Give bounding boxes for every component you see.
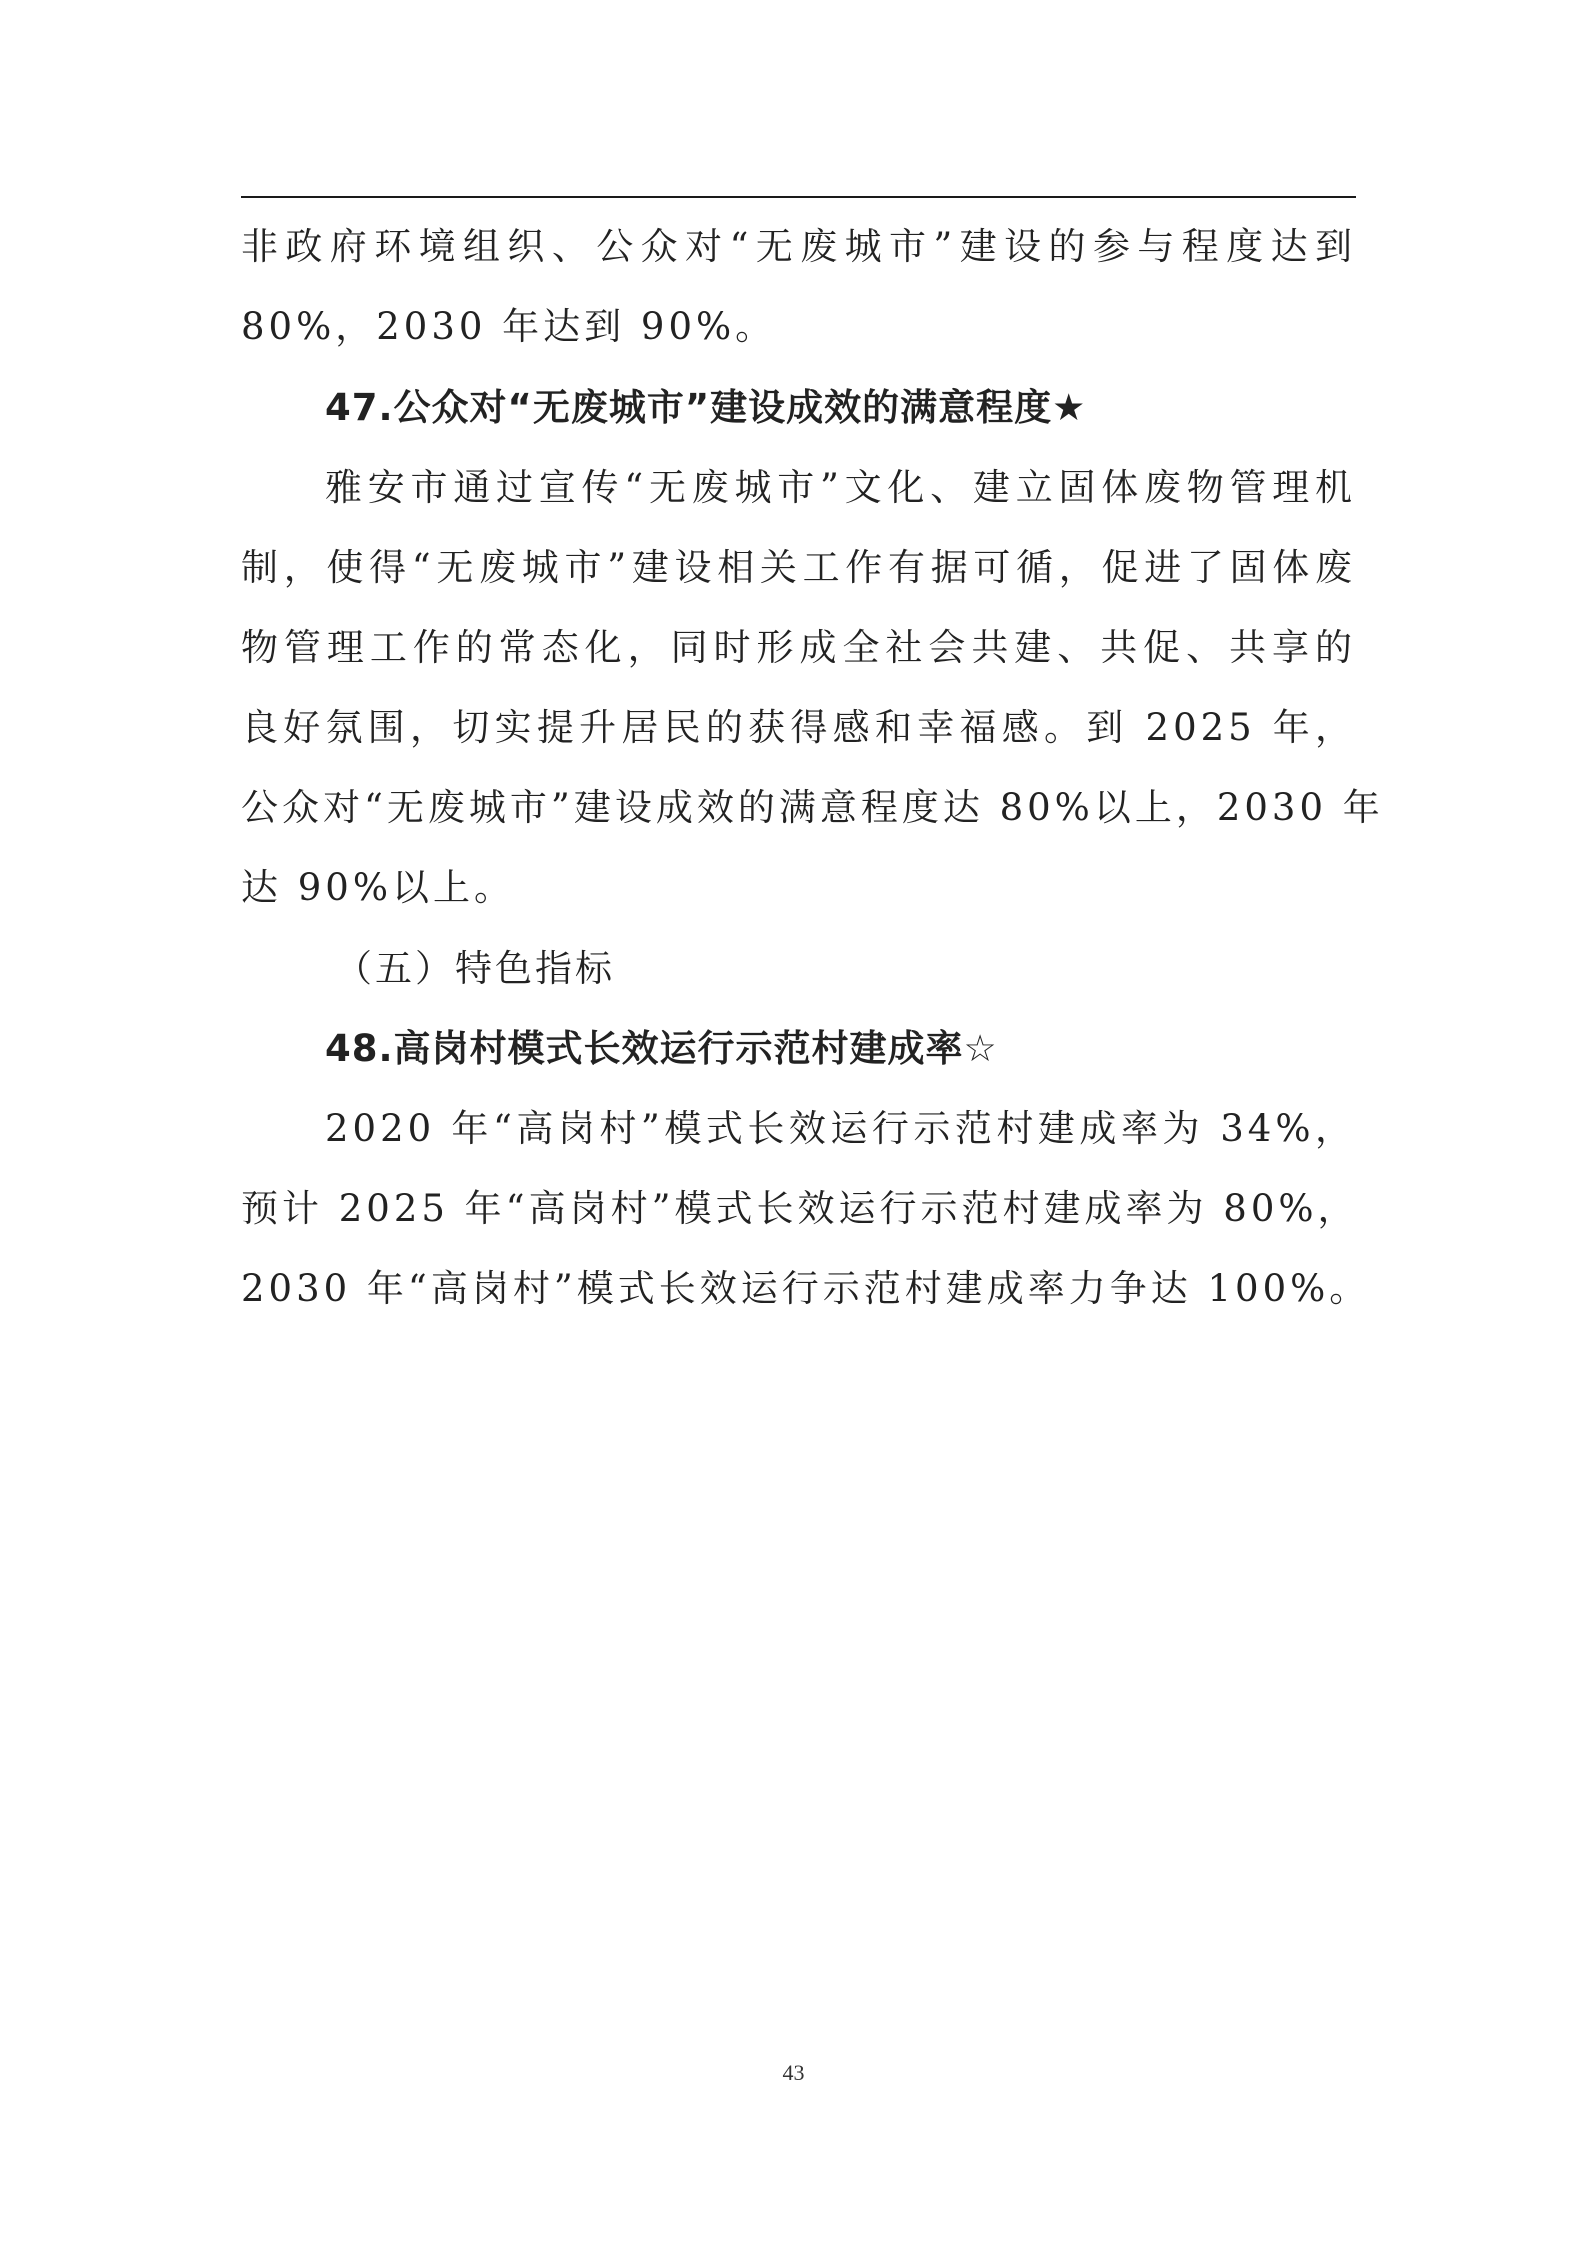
paragraph-line: 80%，2030 年达到 90%。 <box>241 305 777 348</box>
paragraph-line: 2020 年“高岗村”模式长效运行示范村建成率为 34%， <box>325 1107 1356 1150</box>
paragraph-line: 非政府环境组织、公众对“无废城市”建设的参与程度达到 <box>241 225 1356 268</box>
section-heading-5: （五）特色指标 <box>335 947 615 990</box>
paragraph-line: 制，使得“无废城市”建设相关工作有据可循，促进了固体废 <box>241 546 1356 589</box>
section-heading-47: 47.公众对“无废城市”建设成效的满意程度★ <box>325 386 1087 429</box>
header-rule <box>241 196 1356 198</box>
paragraph-line: 2030 年“高岗村”模式长效运行示范村建成率力争达 100%。 <box>241 1267 1371 1310</box>
paragraph-line: 达 90%以上。 <box>241 866 515 909</box>
paragraph-line: 预计 2025 年“高岗村”模式长效运行示范村建成率为 80%， <box>241 1187 1359 1230</box>
paragraph-line: 物管理工作的常态化，同时形成全社会共建、共促、共享的 <box>241 626 1356 669</box>
page-number: 43 <box>782 2060 805 2085</box>
paragraph-line: 雅安市通过宣传“无废城市”文化、建立固体废物管理机 <box>325 466 1356 509</box>
paragraph-line: 公众对“无废城市”建设成效的满意程度达 80%以上，2030 年 <box>241 786 1384 829</box>
paragraph-line: 良好氛围，切实提升居民的获得感和幸福感。到 2025 年， <box>241 706 1356 749</box>
section-heading-48: 48.高岗村模式长效运行示范村建成率☆ <box>325 1027 998 1070</box>
